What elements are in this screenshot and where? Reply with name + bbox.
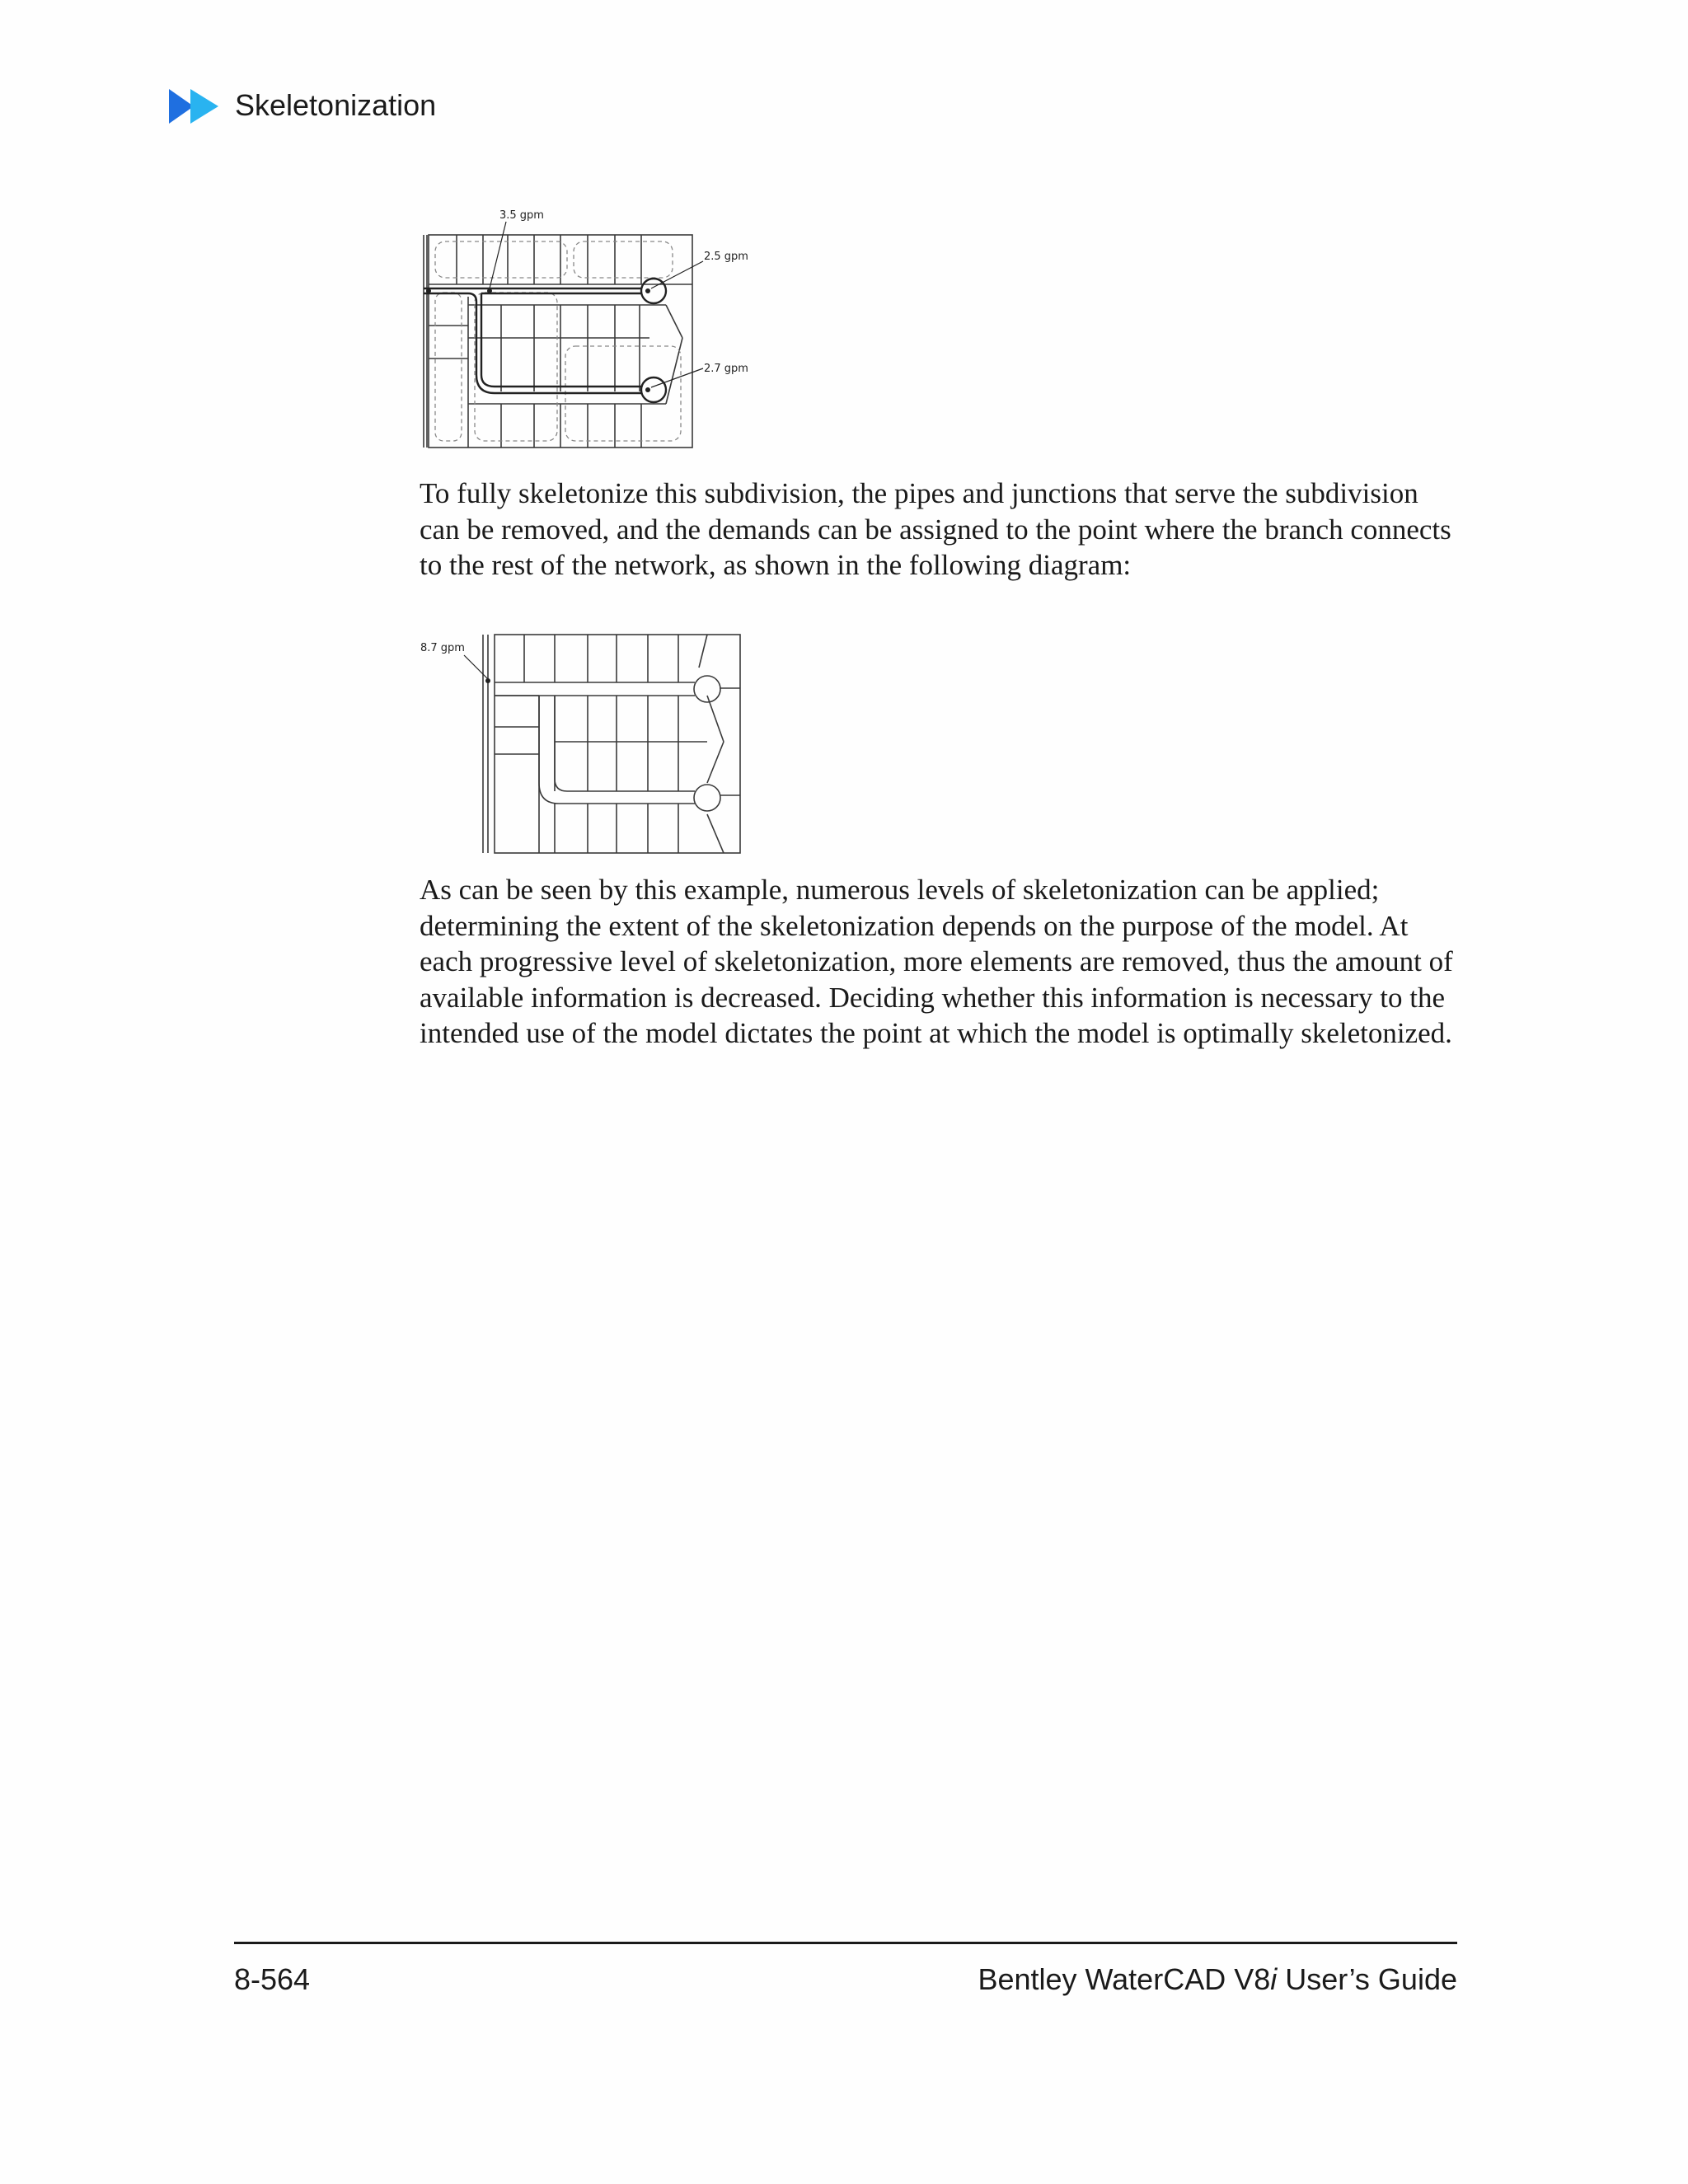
guide-title [978, 1961, 1457, 1998]
footer-rule [234, 1942, 1457, 1944]
demand-label-2-7-gpm: 2.7 gpm [704, 363, 748, 375]
subdivision-diagram-after [419, 626, 748, 861]
section-title: Skeletonization [235, 88, 437, 122]
demand-label-2-5-gpm: 2.5 gpm [704, 251, 748, 263]
guide-title-italic: i [1270, 1962, 1278, 1996]
subdivision-diagram-before [419, 202, 765, 453]
double-arrow-logo-icon [169, 89, 222, 124]
page-number: 8-564 [234, 1962, 311, 1996]
body-paragraph-1: To fully skeletonize this subdivision, the pipes and junctions that serve the subdivision can be removed, and the demands can be assigned to the point where the branch connects to the rest of the network, as shown in the following diagram: [420, 477, 1451, 581]
demand-label-8-7-gpm: 8.7 gpm [420, 642, 465, 654]
guide-title-suffix: User’s Guide [1277, 1962, 1457, 1996]
body-paragraph-2: As can be seen by this example, numerous levels of skeletonization can be applied; determining the extent of the skeletonization depends on the purpose of the model. At each progressive level of skeletonization, more elements are removed, thus the amount of available information is decreased. Deciding whether this information is necessary to the intended use of the model dictates the point at which the model is optimally skeletonized. [420, 874, 1453, 1049]
guide-title-prefix: Bentley WaterCAD V8 [978, 1962, 1271, 1996]
demand-label-3-5-gpm: 3.5 gpm [499, 209, 544, 222]
